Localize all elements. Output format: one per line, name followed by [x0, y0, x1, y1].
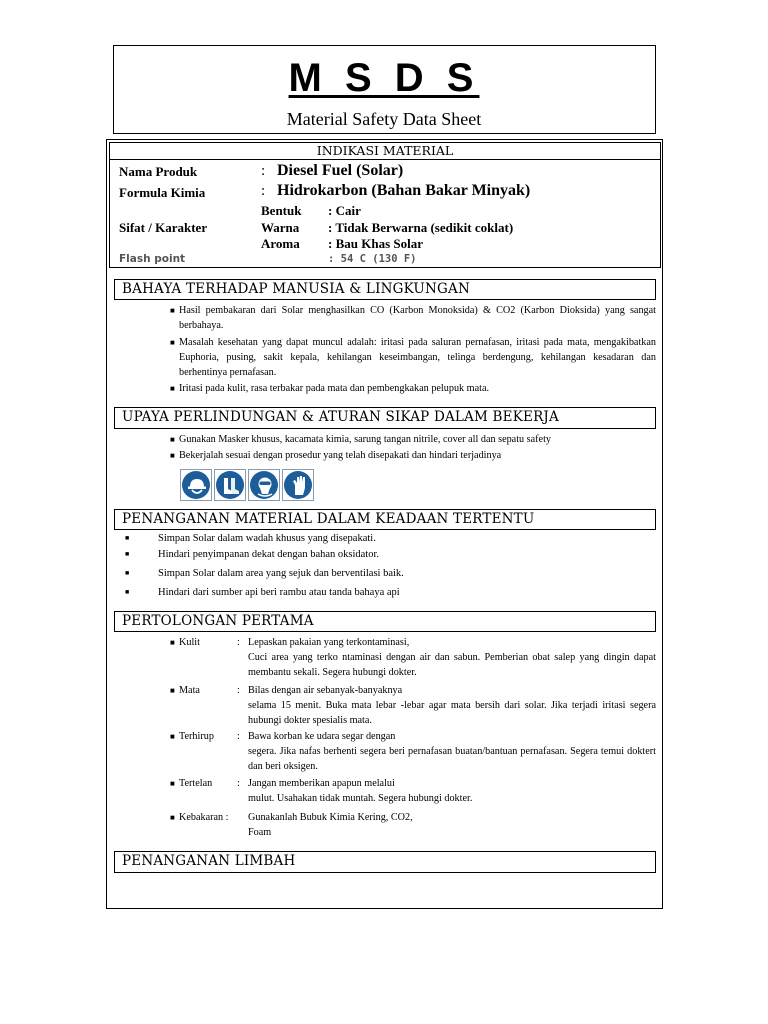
bullet-icon: ■	[170, 779, 175, 788]
pertolongan-heading: PERTOLONGAN PERTAMA	[114, 611, 656, 632]
bullet-icon: ■	[170, 451, 175, 460]
nama-produk-label: Nama Produk	[119, 164, 198, 179]
bullet-icon: ■	[170, 384, 175, 393]
first-aid-lead: Gunakanlah Bubuk Kimia Kering, CO2,	[248, 812, 413, 823]
first-aid-text: segera. Jika nafas berhenti segera beri pernafasan buatan/bantuan pernafasan. Segera temui doktert dan beri oksigen.	[248, 746, 656, 772]
first-aid-text: mulut. Usahakan tidak muntah. Segera hubungi dokter.	[248, 793, 473, 804]
formula-value: Hidrokarbon (Bahan Bakar Minyak)	[277, 182, 531, 199]
list-item: ■ Bekerjalah sesuai dengan prosedur yang telah disepakati dan hindari terjadinya	[170, 450, 502, 461]
bullet-icon: ■	[125, 569, 130, 577]
bullet-icon: ■	[170, 813, 175, 822]
bullet-icon: ■	[125, 534, 130, 542]
nama-produk-value: Diesel Fuel (Solar)	[277, 162, 404, 179]
prop-label: Warna	[261, 220, 300, 235]
first-aid-lead: Bilas dengan air sebanyak-banyaknya	[248, 685, 403, 696]
safety-gloves-icon	[282, 469, 314, 501]
first-aid-item: ■ Mata : Bilas dengan air sebanyak-banyaknya selama 15 menit. Buka mata lebar -lebar agar mata bersih dari solar. Jika terjadi iritasi segera hubungi dokter spesialis mata.	[170, 685, 656, 726]
list-item: ■ Gunakan Masker khusus, kacamata kimia, sarung tangan nitrile, cover all dan sepatu safety	[170, 434, 552, 445]
penanganan-heading: PENANGANAN MATERIAL DALAM KEADAAN TERTENTU	[114, 509, 656, 530]
bullet-icon: ■	[170, 638, 175, 647]
prop-label: Aroma	[261, 236, 300, 251]
indikasi-divider	[109, 159, 661, 160]
limbah-heading: PENANGANAN LIMBAH	[114, 851, 656, 873]
bullet-icon: ■	[170, 732, 175, 741]
list-item: ■ Iritasi pada kulit, rasa terbakar pada mata dan pembengkakan pelupuk mata.	[170, 383, 490, 394]
first-aid-lead: Lepaskan pakaian yang terkontaminasi,	[248, 637, 410, 648]
prop-value: : Bau Khas Solar	[328, 236, 423, 251]
prop-label: Bentuk	[261, 203, 302, 218]
upaya-heading: UPAYA PERLINDUNGAN & ATURAN SIKAP DALAM BEKERJA	[114, 407, 656, 429]
bullet-icon: ■	[125, 588, 130, 596]
list-item: ■ Hasil pembakaran dari Solar menghasilkan CO (Karbon Monoksida) & CO2 (Karbon Dioksida) yang sangat berbahaya.	[170, 305, 656, 331]
face-mask-goggles-icon	[248, 469, 280, 501]
indikasi-heading: INDIKASI MATERIAL	[316, 143, 454, 158]
bullet-icon: ■	[170, 338, 175, 347]
formula-label: Formula Kimia	[119, 185, 206, 200]
bullet-icon: ■	[125, 550, 130, 558]
first-aid-lead: Jangan memberikan apapun melalui	[248, 778, 395, 789]
bullet-icon: ■	[170, 686, 175, 695]
list-item: ■ Masalah kesehatan yang dapat muncul adalah: iritasi pada saluran pernafasan, iritasi pada mata, mengakibatkan Euphoria, pusing, sakit kepala, kehilangan keseimbangan, telinga berdengung, kehilangan kesadaran dan berhentinya pernafasan.	[170, 337, 656, 378]
first-aid-item: ■ Tertelan : Jangan memberikan apapun melalui mulut. Usahakan tidak muntah. Segera hubungi dokter.	[170, 776, 656, 808]
prop-value: : Tidak Berwarna (sedikit coklat)	[328, 220, 514, 235]
first-aid-item: ■ Kebakaran : Gunakanlah Bubuk Kimia Kering, CO2, Foam	[170, 810, 656, 842]
prop-value: : Cair	[328, 203, 361, 218]
first-aid-text: selama 15 menit. Buka mata lebar -lebar agar mata bersih dari solar. Jika terjadi iritasi segera hubungi dokter spesialis mata.	[248, 700, 656, 726]
doc-title: M S D S	[288, 56, 480, 100]
first-aid-item: ■ Kulit : Lepaskan pakaian yang terkontaminasi, Cuci area yang terko ntaminasi dengan air dan sabun. Pemberian obat salep yang dingin dapat membantu sekali. Segera hubungi dokter.	[170, 637, 656, 678]
bahaya-heading: BAHAYA TERHADAP MANUSIA & LINGKUNGAN	[114, 279, 656, 300]
first-aid-lead: Bawa korban ke udara segar dengan	[248, 731, 396, 742]
safety-helmet-icon	[180, 469, 212, 501]
flash-point-value: : 54 C (130 F)	[328, 253, 417, 265]
first-aid-text: Foam	[248, 827, 272, 838]
first-aid-text: Cuci area yang terko ntaminasi dengan air dan sabun. Pemberian obat salep yang dingin dapat membantu sekali. Segera hubungi dokter.	[248, 652, 656, 678]
safety-boots-icon	[214, 469, 246, 501]
bullet-icon: ■	[170, 306, 175, 315]
doc-subtitle: Material Safety Data Sheet	[286, 109, 482, 129]
sifat-label: Sifat / Karakter	[119, 220, 208, 235]
bullet-icon: ■	[170, 435, 175, 444]
flash-point-label: Flash point	[119, 253, 186, 265]
first-aid-item: ■ Terhirup : Bawa korban ke udara segar dengan segera. Jika nafas berhenti segera beri pernafasan buatan/bantuan pernafasan. Segera temui doktert dan beri oksigen.	[170, 731, 656, 772]
nama-produk-colon: :	[261, 163, 266, 179]
formula-colon: :	[261, 183, 266, 199]
